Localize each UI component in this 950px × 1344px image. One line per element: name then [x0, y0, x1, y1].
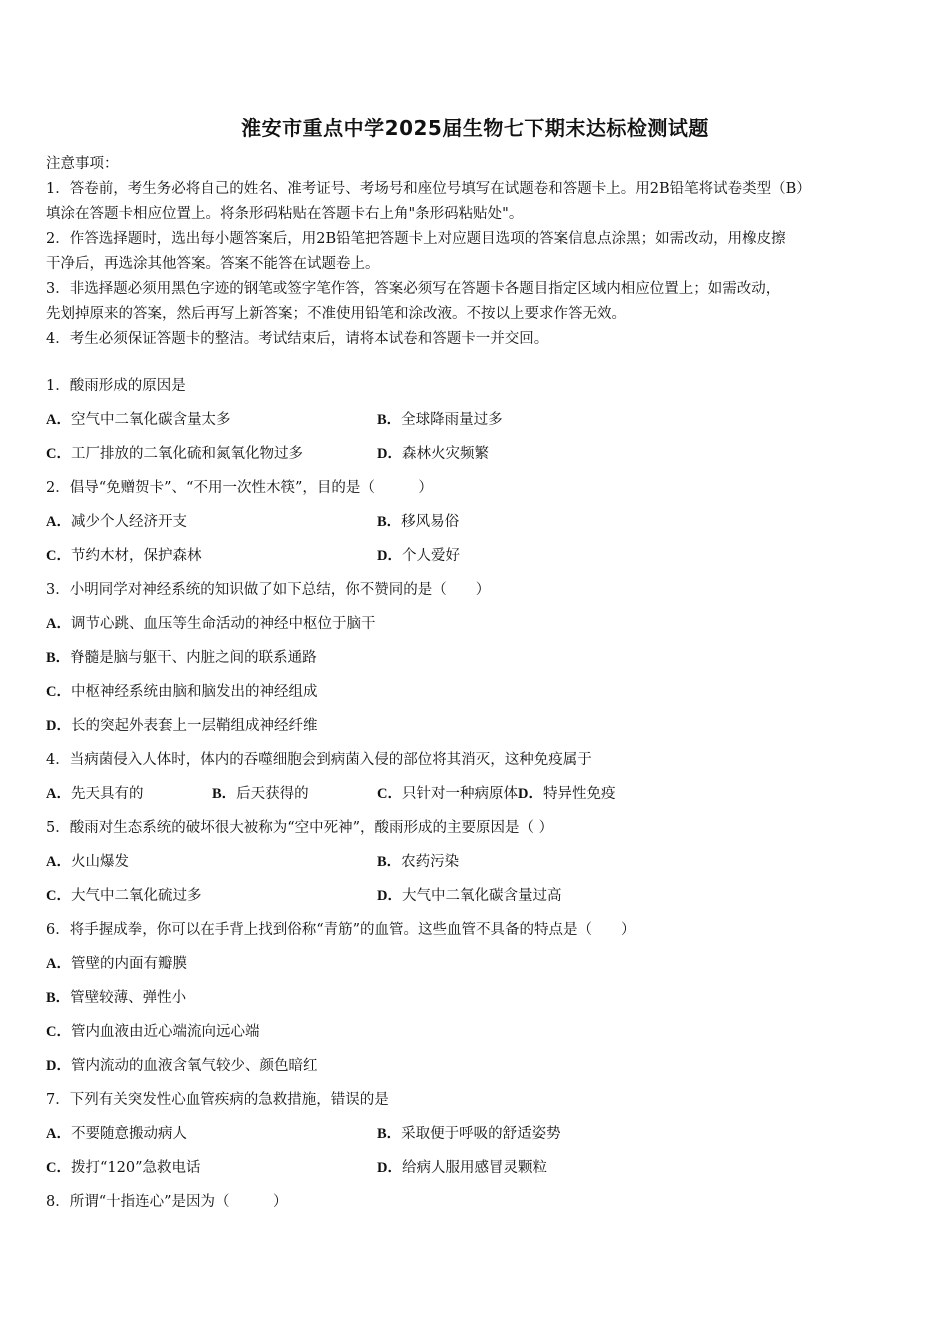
notice-line: 干净后，再选涂其他答案。答案不能答在试题卷上。	[46, 256, 380, 272]
notice-section	[46, 152, 906, 352]
question-2-stem: 2．倡导“免赠贺卡”、“不用一次性木筷”，目的是（ ）	[46, 480, 433, 496]
option-d: D．森林火灾频繁	[377, 446, 489, 462]
question-6-stem: 6．将手握成拳，你可以在手背上找到俗称“青筋”的血管。这些血管不具备的特点是（ ）	[46, 922, 636, 938]
option-row	[46, 849, 906, 883]
option-a: A．不要随意搬动病人	[46, 1126, 187, 1142]
option-d: D．管内流动的血液含氧气较少、颜色暗红	[46, 1058, 318, 1074]
option-row	[46, 543, 906, 577]
option-row	[46, 1019, 906, 1053]
option-c: C．拨打“120”急救电话	[46, 1160, 201, 1176]
option-b: B．全球降雨量过多	[377, 412, 503, 428]
option-row	[46, 441, 906, 475]
option-a: A．减少个人经济开支	[46, 514, 187, 530]
question-5-stem: 5．酸雨对生态系统的破坏很大被称为“空中死神”，酸雨形成的主要原因是（ ）	[46, 820, 554, 836]
option-row	[46, 781, 906, 815]
option-row	[46, 1053, 906, 1087]
page-title: 淮安市重点中学2025届生物七下期末达标检测试题	[241, 116, 709, 140]
question-1-stem: 1．酸雨形成的原因是	[46, 378, 186, 394]
notice-line: 先划掉原来的答案，然后再写上新答案；不准使用铅笔和涂改液。不按以上要求作答无效。	[46, 306, 626, 322]
option-b: B．采取便于呼吸的舒适姿势	[377, 1126, 561, 1142]
option-row	[46, 1155, 906, 1189]
option-row	[46, 407, 906, 441]
option-row	[46, 645, 906, 679]
question-4-stem: 4．当病菌侵入人体时，体内的吞噬细胞会到病菌入侵的部位将其消灭，这种免疫属于	[46, 752, 592, 768]
option-a: A．火山爆发	[46, 854, 129, 870]
option-row	[46, 883, 906, 917]
option-c: C．工厂排放的二氧化硫和氮氧化物过多	[46, 446, 303, 462]
option-a: A．空气中二氧化碳含量太多	[46, 412, 231, 428]
option-c: C．管内血液由近心端流向远心端	[46, 1024, 260, 1040]
question-3-stem: 3．小明同学对神经系统的知识做了如下总结，你不赞同的是（ ）	[46, 582, 491, 598]
question-list	[46, 373, 906, 1223]
option-row	[46, 679, 906, 713]
option-d: D．	[517, 786, 543, 802]
option-d: D．个人爱好	[377, 548, 460, 564]
option-b: B．管壁较薄、弹性小	[46, 990, 187, 1006]
option-d: D．大气中二氧化碳含量过高	[377, 888, 562, 904]
option-row	[46, 985, 906, 1019]
option-c: C．大气中二氧化硫过多	[46, 888, 202, 904]
option-row	[46, 611, 906, 645]
option-b: B．移风易俗	[377, 514, 460, 530]
option-a: A．管壁的内面有瓣膜	[46, 956, 187, 972]
notice-heading: 注意事项：	[46, 156, 119, 172]
option-a: A．调节心跳、血压等生命活动的神经中枢位于脑干	[46, 616, 376, 632]
option-row	[46, 951, 906, 985]
option-b: B．农药污染	[377, 854, 460, 870]
notice-line: 3．非选择题必须用黑色字迹的钢笔或签字笔作答，答案必须写在答题卡各题目指定区域内相应位置上；如需改动，	[46, 281, 781, 297]
notice-line: 2．作答选择题时，选出每小题答案后，用2B铅笔把答题卡上对应题目选项的答案信息点涂黑；如需改动，用橡皮擦	[46, 231, 786, 247]
option-c: C．只针对一种病原体D．特异性免疫	[377, 786, 616, 802]
option-d: D．给病人服用感冒灵颗粒	[377, 1160, 547, 1176]
notice-line: 填涂在答题卡相应位置上。将条形码粘贴在答题卡右上角"条形码粘贴处"。	[46, 206, 524, 222]
option-row	[46, 1121, 906, 1155]
option-row	[46, 713, 906, 747]
question-8-stem: 8．所谓“十指连心”是因为（ ）	[46, 1194, 288, 1210]
question-7-stem: 7．下列有关突发性心血管疾病的急救措施，错误的是	[46, 1092, 389, 1108]
option-d: D．长的突起外表套上一层鞘组成神经纤维	[46, 718, 318, 734]
notice-line: 4．考生必须保证答题卡的整洁。考试结束后，请将本试卷和答题卡一并交回。	[46, 331, 549, 347]
option-b: B．脊髓是脑与躯干、内脏之间的联系通路	[46, 650, 317, 666]
option-c: C．节约木材，保护森林	[46, 548, 202, 564]
option-row	[46, 509, 906, 543]
notice-line: 1．答卷前，考生务必将自己的姓名、准考证号、考场号和座位号填写在试题卷和答题卡上。用2B铅笔将试卷类型（B）	[46, 181, 811, 197]
option-a: A．先天具有的	[46, 786, 144, 802]
option-c: C．中枢神经系统由脑和脑发出的神经组成	[46, 684, 318, 700]
option-b: B．后天获得的	[212, 786, 309, 802]
